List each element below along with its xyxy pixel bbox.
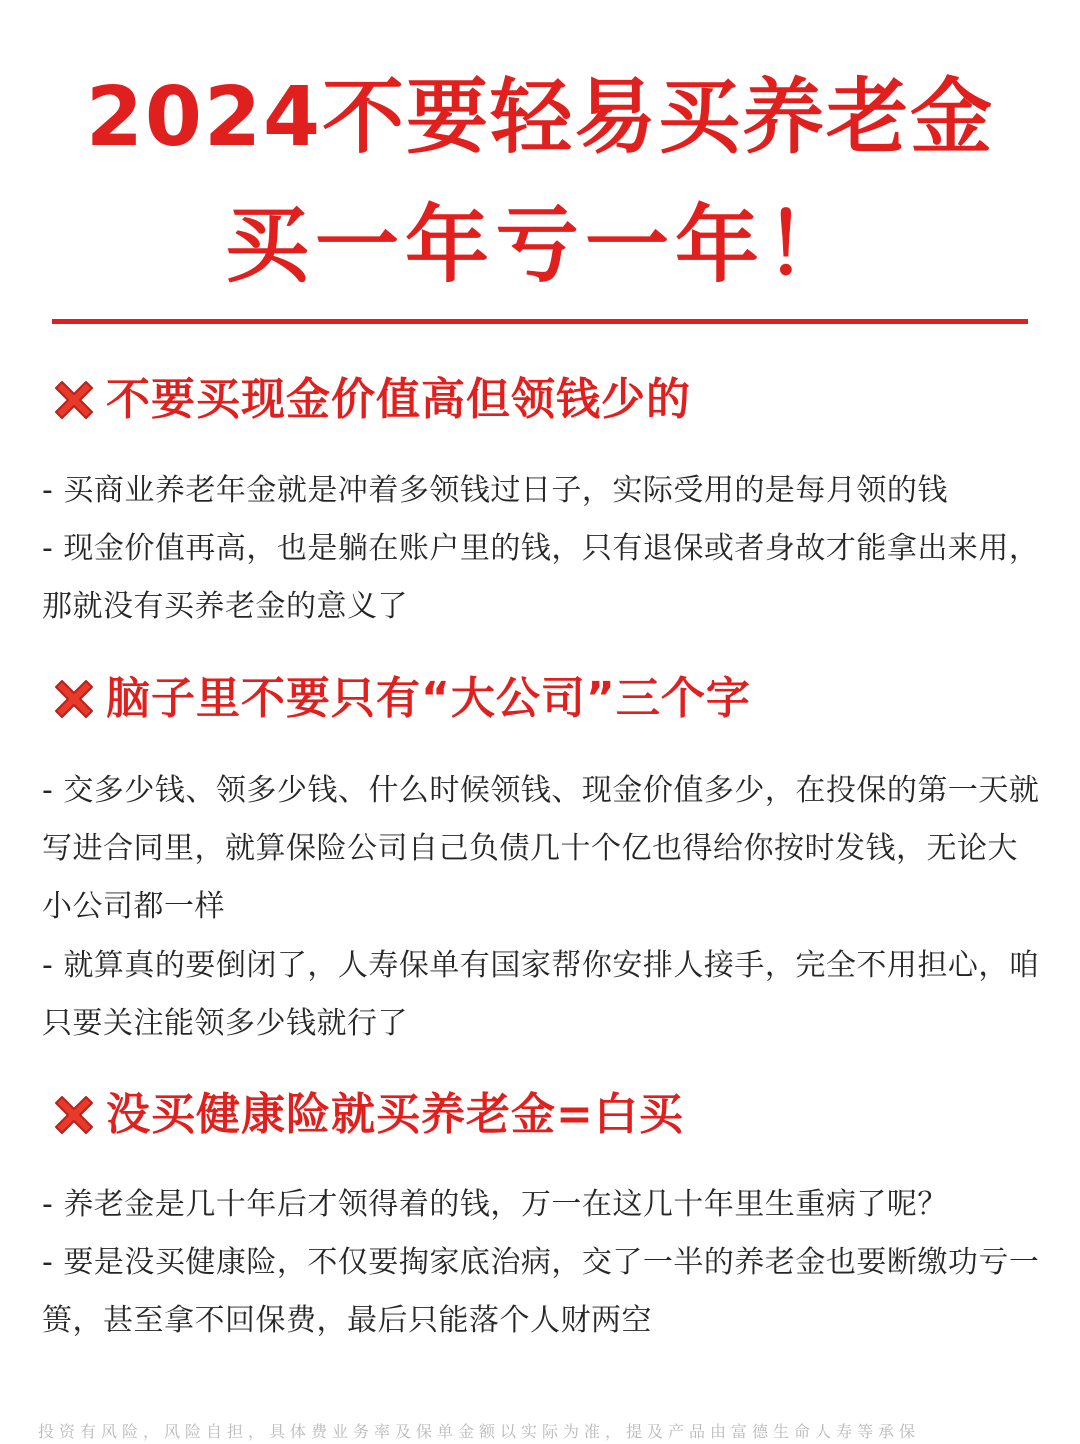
section-3-paragraph-1: - 养老金是几十年后才领得着的钱，万一在这几十年里生重病了呢？ <box>42 1187 948 1222</box>
cross-mark-icon <box>48 673 100 725</box>
section-2-paragraph-1: - 交多少钱、领多少钱、什么时候领钱、现金价值多少，在投保的第一天就写进合同里，就算保险公司自己负债几十个亿也得给你按时发钱，无论大小公司都一样 <box>42 773 1040 924</box>
section-heading-text: 没买健康险就买养老金=白买 <box>106 1089 684 1140</box>
section-heading-2 <box>48 667 751 731</box>
cross-mark-icon <box>48 374 100 426</box>
section-1-paragraph-1: - 买商业养老年金就是冲着多领钱过日子，实际受用的是每月领的钱 <box>42 473 948 508</box>
section-heading-text: 脑子里不要只有“大公司”三个字 <box>106 673 751 724</box>
disclaimer-text: 投资有风险，风险自担，具体费业务率及保单金额以实际为准，提及产品由富德生命人寿等承保 <box>38 1422 921 1441</box>
title-divider <box>52 319 1028 324</box>
section-heading-text: 不要买现金价值高但领钱少的 <box>106 374 691 425</box>
section-heading-3 <box>48 1083 684 1147</box>
cross-mark-icon <box>48 1089 100 1141</box>
page-title-line-2: 买一年亏一年！ <box>224 196 855 294</box>
section-1-paragraph-2: - 现金价值再高，也是躺在账户里的钱，只有退保或者身故才能拿出来用，那就没有买养老金的意义了 <box>42 531 1040 624</box>
page-title-line-1: 2024不要轻易买养老金 <box>85 70 995 165</box>
section-2-paragraph-2: - 就算真的要倒闭了，人寿保单有国家帮你安排人接手，完全不用担心，咱只要关注能领多少钱就行了 <box>42 948 1040 1041</box>
section-3-paragraph-2: - 要是没买健康险，不仅要掏家底治病，交了一半的养老金也要断缴功亏一篑，甚至拿不回保费，最后只能落个人财两空 <box>42 1245 1040 1338</box>
section-heading-1 <box>48 368 691 432</box>
